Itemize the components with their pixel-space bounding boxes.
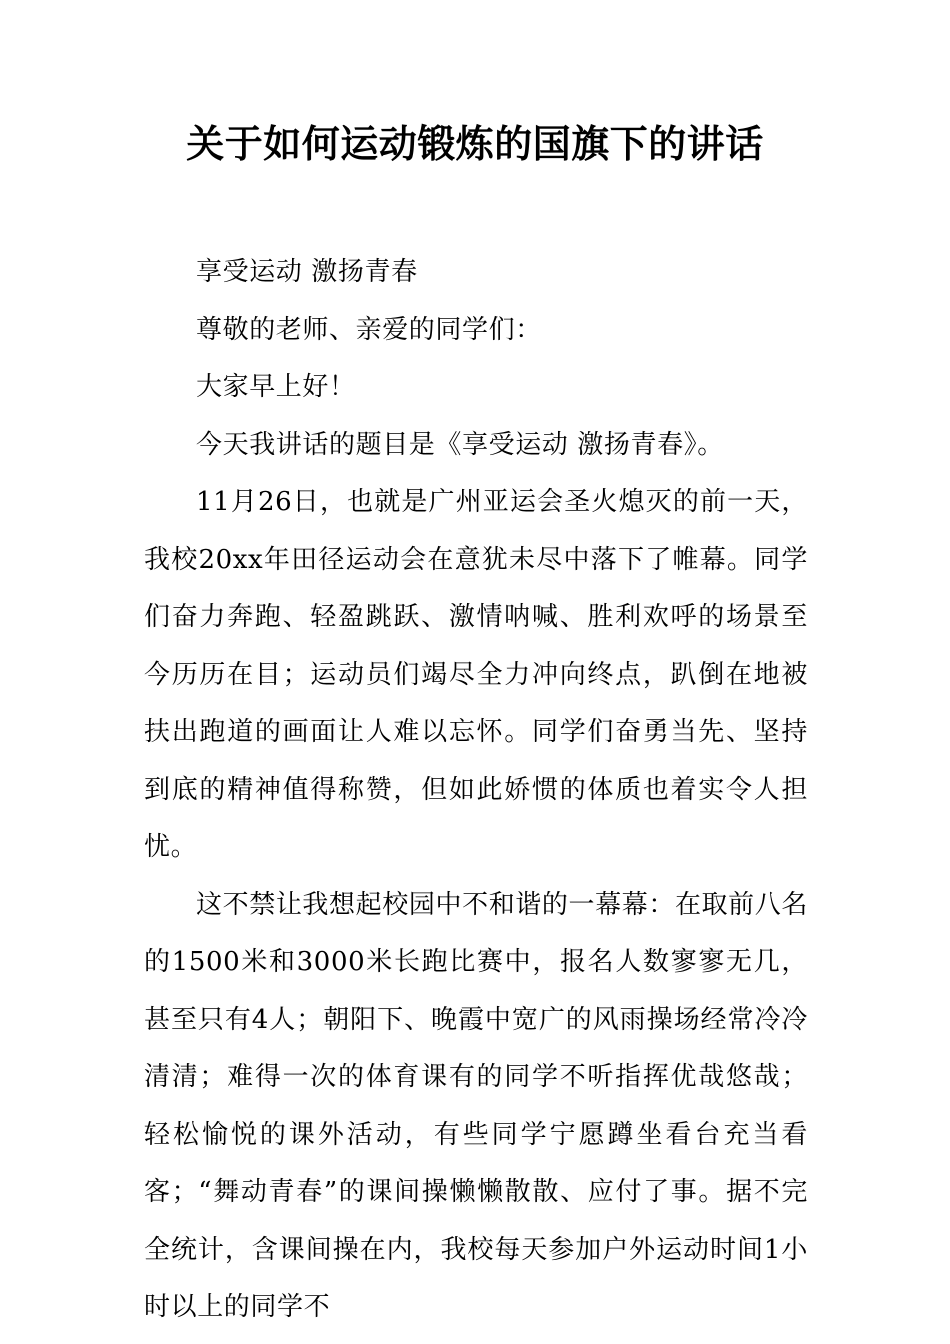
document-body	[144, 244, 808, 1337]
subtitle-paragraph: 享受运动 激扬青春	[196, 257, 418, 287]
topic-paragraph: 今天我讲话的题目是《享受运动 激扬青春》。	[196, 429, 724, 460]
salutation-paragraph: 尊敬的老师、亲爱的同学们：	[196, 314, 542, 345]
greeting-paragraph: 大家早上好！	[196, 372, 356, 402]
document-title: 关于如何运动锻炼的国旗下的讲话	[186, 122, 764, 166]
body-paragraph: 这不禁让我想起校园中不和谐的一幕幕：在取前八名的1500米和3000米长跑比赛中，报名人数寥寥无几，甚至只有4人；朝阳下、晚霞中宽广的风雨操场经常冷冷清清；难得一次的体育课有的同学不听指挥优哉悠哉；轻松愉悦的课外活动，有些同学宁愿蹲坐看台充当看客；“舞动青春”的课间操懒懒散散、应付了事。据不完全统计，含课间操在内，我校每天参加户外运动时间1小时以上的同学不	[144, 889, 808, 1322]
body-paragraph: 11月26日，也就是广州亚运会圣火熄灭的前一天，我校20xx年田径运动会在意犹未尽中落下了帷幕。同学们奋力奔跑、轻盈跳跃、激情呐喊、胜利欢呼的场景至今历历在目；运动员们竭尽全力冲向终点，趴倒在地被扶出跑道的画面让人难以忘怀。同学们奋勇当先、坚持到底的精神值得称赞，但如此娇惯的体质也着实令人担忧。	[144, 487, 808, 862]
